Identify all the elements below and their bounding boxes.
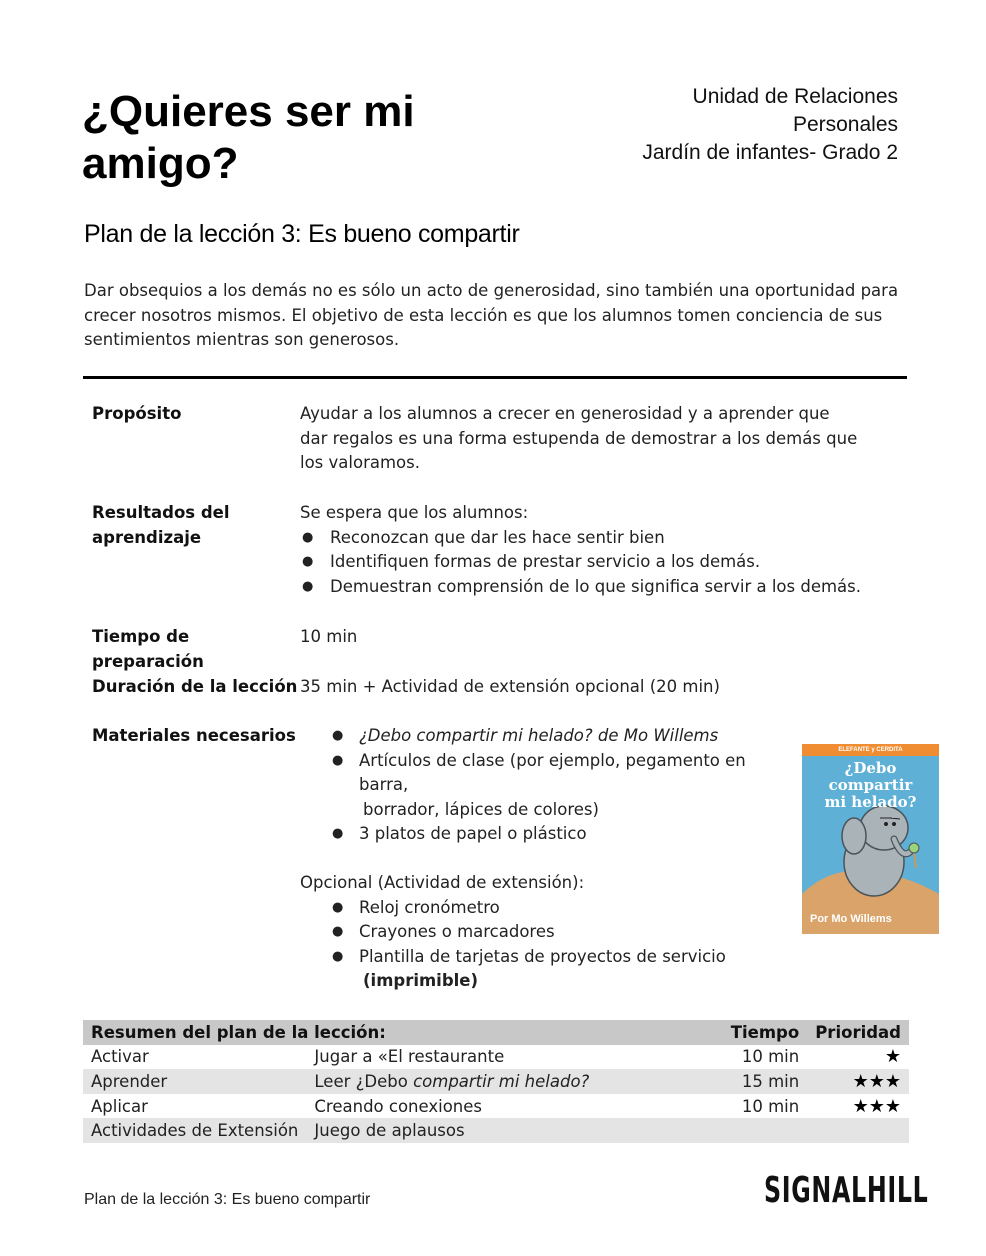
table-row	[83, 1094, 909, 1119]
outcomes-label	[92, 501, 230, 550]
grade-line: Jardín de infantes- Grado 2	[642, 141, 898, 164]
list-item	[330, 749, 800, 823]
duration-value: 35 min + Actividad de extensión opcional (20 min)	[300, 677, 720, 696]
materials-label: Materiales necesarios	[92, 726, 296, 745]
materials-list	[330, 724, 800, 847]
book-title-line: mi helado?	[824, 793, 917, 811]
table-cell	[697, 1118, 807, 1143]
list-item-text: ● Artículos de clase (por ejemplo, pegamento en barra,	[359, 750, 746, 794]
table-cell: Jugar a «El restaurante	[314, 1047, 505, 1067]
table-cell: Actividades de Extensión	[83, 1118, 306, 1143]
list-item: ● 3 platos de papel o plástico	[330, 822, 800, 847]
priority-stars: ★★★	[807, 1069, 909, 1094]
prep-label-line: preparación	[92, 651, 204, 671]
outcomes-label-line: Resultados del	[92, 503, 230, 522]
page-title: ¿Quieres ser mi amigo?	[82, 87, 415, 188]
unit-line: Unidad de Relaciones	[692, 85, 898, 108]
table-cell: Activar	[91, 1047, 149, 1067]
unit-info	[642, 83, 898, 167]
signalhill-logo: SIGNALHILL	[764, 1170, 929, 1211]
list-item: ● ¿Debo compartir mi helado? de Mo Willems	[330, 724, 800, 749]
activity-book-title: compartir mi helado?	[413, 1071, 590, 1091]
table-row	[83, 1118, 909, 1143]
table-cell	[306, 1069, 697, 1094]
list-item: ● Demuestran comprensión de lo que significa servir a los demás.	[300, 575, 900, 600]
table-header: Prioridad	[807, 1020, 909, 1045]
priority-stars	[807, 1118, 909, 1143]
table-cell: Juego de aplausos	[306, 1118, 697, 1143]
page-footer: Plan de la lección 3: Es bueno compartir	[84, 1191, 371, 1208]
outcomes-label-line: aprendizaje	[92, 527, 202, 547]
table-cell: Creando conexiones	[314, 1096, 483, 1116]
book-author: Por Mo Willems	[810, 913, 892, 925]
optional-label: Opcional (Actividad de extensión):	[300, 873, 585, 892]
optional-list	[330, 896, 800, 994]
printable-link[interactable]: (imprimible)	[363, 971, 479, 990]
book-title-line: ¿Debo compartir	[828, 759, 913, 794]
list-item: ● Identifiquen formas de prestar servicio a los demás.	[300, 550, 900, 575]
prep-value: 10 min	[300, 627, 358, 646]
outcomes-block	[300, 501, 900, 599]
list-item: ● Reconozcan que dar les hace sentir bien	[300, 526, 900, 551]
table-header: Tiempo	[697, 1020, 807, 1045]
table-row	[83, 1045, 909, 1070]
list-item-text: borrador, lápices de colores)	[363, 799, 599, 819]
outcomes-intro: Se espera que los alumnos:	[300, 503, 529, 522]
list-item	[330, 945, 800, 994]
outcomes-list	[300, 526, 900, 600]
duration-label: Duración de la lección	[92, 677, 298, 696]
list-item-text: ● Plantilla de tarjetas de proyectos de servicio	[359, 946, 726, 966]
unit-line: Personales	[792, 113, 898, 136]
purpose-text: Ayudar a los alumnos a crecer en generosidad y a aprender que dar regalos es una forma estupenda de demostrar a los demás que los valoramos.	[300, 404, 858, 472]
prep-label-line: Tiempo de	[92, 627, 190, 646]
intro-paragraph: Dar obsequios a los demás no es sólo un acto de generosidad, sino también una oportunidad para crecer nosotros mismos. El objetivo de esta lección es que los alumnos tomen conciencia de sus sentimientos mientras son generosos.	[84, 281, 899, 349]
materials-block	[300, 724, 800, 994]
priority-stars: ★★★	[852, 1095, 901, 1117]
table-cell: Aplicar	[91, 1096, 148, 1116]
book-series-banner: ELEFANTE y CERDITA	[802, 744, 939, 756]
table-cell: Aprender	[83, 1069, 306, 1094]
table-cell: 10 min	[741, 1096, 800, 1116]
book-cover-image	[802, 744, 939, 934]
list-item: ● Reloj cronómetro	[330, 896, 800, 921]
section-divider	[83, 376, 907, 379]
purpose-label: Propósito	[92, 404, 182, 423]
table-header: Resumen del plan de la lección:	[83, 1020, 697, 1045]
table-header-row	[83, 1020, 909, 1045]
prep-label	[92, 625, 204, 674]
table-row	[83, 1069, 909, 1094]
book-cover-title	[802, 760, 939, 811]
priority-stars: ★	[884, 1046, 901, 1068]
list-item: ● Crayones o marcadores	[330, 920, 800, 945]
activity-text: Leer ¿Debo	[314, 1071, 414, 1091]
table-cell: 15 min	[697, 1069, 807, 1094]
lesson-summary-table	[83, 1020, 909, 1143]
table-cell: 10 min	[741, 1047, 800, 1067]
lesson-title: Plan de la lección 3: Es bueno compartir	[84, 220, 520, 248]
